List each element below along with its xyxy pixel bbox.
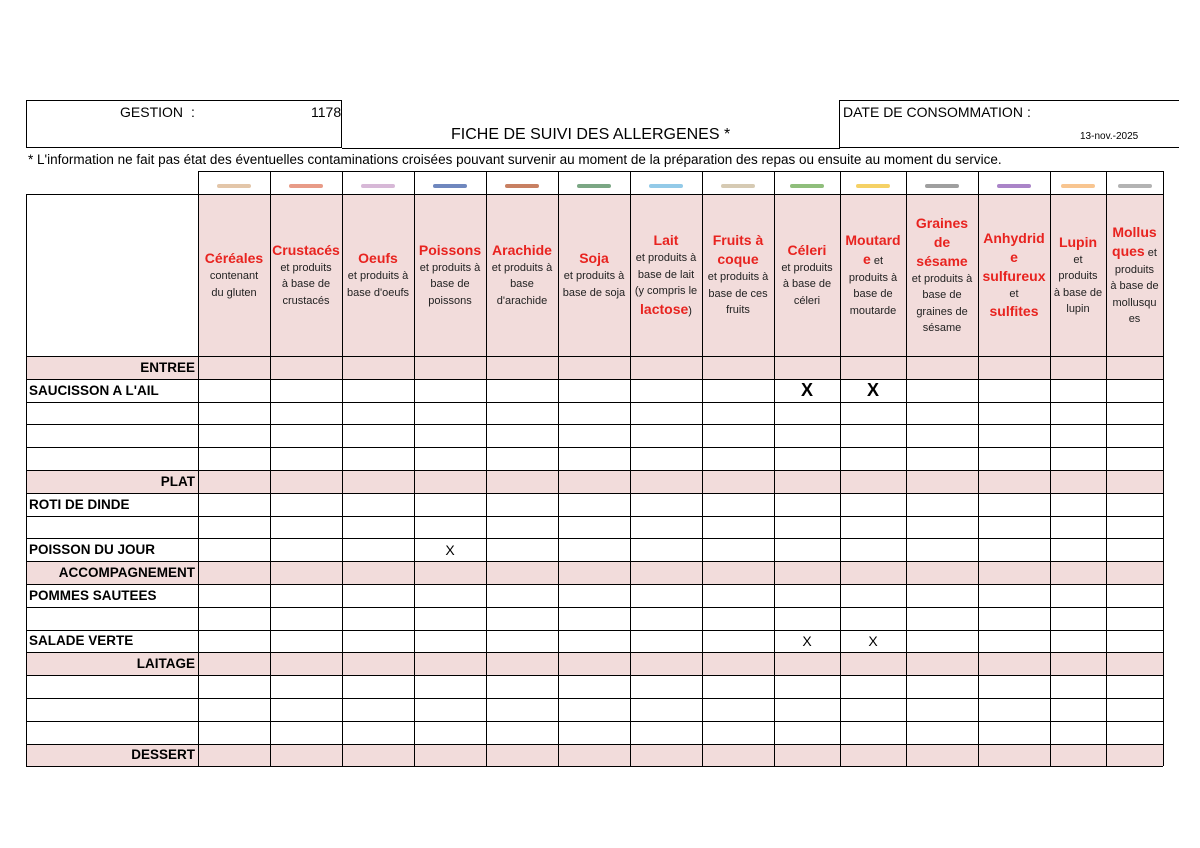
allergen-subtitle: base de lait bbox=[637, 268, 695, 281]
allergen-icon bbox=[361, 184, 395, 188]
allergen-title: Crustacés bbox=[272, 241, 340, 258]
allergen-mark: X bbox=[800, 379, 813, 400]
table-row-line bbox=[26, 516, 1163, 517]
allergen-icon bbox=[997, 184, 1031, 188]
allergen-header bbox=[559, 194, 629, 356]
allergen-subtitle: lupin bbox=[1066, 303, 1090, 315]
date-value: 13-nov.-2025 bbox=[1080, 131, 1139, 142]
allergen-icon bbox=[649, 184, 683, 188]
allergen-subtitle: céleri bbox=[793, 294, 821, 307]
allergen-header bbox=[415, 194, 485, 356]
allergen-subtitle: (y compris le bbox=[634, 285, 698, 297]
table-row-line bbox=[26, 721, 1163, 722]
allergen-subtitle: et produits bbox=[781, 261, 833, 274]
allergen-title: Graines de sésame bbox=[915, 214, 969, 269]
allergen-icon bbox=[856, 184, 890, 188]
allergen-subtitle: et produits bbox=[280, 261, 332, 274]
category-label: ENTREE bbox=[140, 359, 195, 375]
allergen-icon bbox=[217, 184, 251, 188]
allergen-extra-line bbox=[989, 302, 1038, 322]
date-label: DATE DE CONSOMMATION bbox=[843, 104, 1023, 120]
allergen-icon bbox=[790, 184, 824, 188]
allergen-title: Céréales bbox=[204, 250, 264, 266]
allergen-title: Arachide bbox=[492, 241, 552, 258]
gestion-separator: : bbox=[191, 104, 195, 120]
allergen-subtitle: produits bbox=[1114, 263, 1155, 276]
allergen-title: Céleri bbox=[787, 241, 827, 258]
allergen-subtitle: base d'oeufs bbox=[346, 286, 410, 299]
allergen-header bbox=[631, 194, 701, 356]
page-title: FICHE DE SUIVI DES ALLERGENES * bbox=[451, 126, 731, 143]
allergen-subtitle: base de soja bbox=[562, 286, 626, 299]
gestion-label: GESTION bbox=[120, 104, 184, 120]
allergen-header bbox=[907, 194, 977, 356]
allergen-title: Lupin bbox=[1058, 233, 1098, 250]
allergen-mark: X bbox=[868, 632, 878, 649]
allergen-inline-text: et bbox=[870, 255, 884, 268]
allergen-subtitle: base de bbox=[853, 288, 893, 301]
allergen-subtitle: contenant bbox=[209, 270, 259, 282]
allergen-title: Oeufs bbox=[358, 250, 398, 266]
allergen-subtitle: moutarde bbox=[849, 304, 897, 317]
allergen-title: Fruits à coque bbox=[712, 232, 764, 268]
allergen-subtitle: du gluten bbox=[211, 286, 257, 299]
allergen-icon bbox=[721, 184, 755, 188]
allergen-subtitle: graines de bbox=[916, 305, 968, 318]
table-col-line bbox=[1163, 171, 1164, 766]
allergen-subtitle: es bbox=[1128, 313, 1141, 325]
allergen-subtitle: produits à bbox=[848, 271, 898, 284]
allergen-title: Lait bbox=[653, 232, 679, 248]
allergen-subtitle: à base de bbox=[1110, 280, 1159, 292]
allergen-icon bbox=[433, 184, 467, 188]
allergen-subtitle: d'arachide bbox=[496, 294, 548, 307]
allergen-extra-tail: ) bbox=[688, 304, 692, 317]
allergen-mark: X bbox=[802, 632, 812, 649]
allergen-mark: X bbox=[445, 541, 455, 558]
allergen-subtitle: et produits à bbox=[635, 252, 697, 264]
allergen-subtitle: et produits à bbox=[911, 272, 973, 285]
allergen-title-line bbox=[841, 231, 905, 270]
category-label: ACCOMPAGNEMENT bbox=[58, 565, 195, 581]
category-label: PLAT bbox=[160, 473, 195, 489]
dish-label: POMMES SAUTEES bbox=[29, 587, 157, 603]
allergen-title: Anhydrid e sulfureux bbox=[982, 229, 1046, 284]
table-row-line bbox=[26, 766, 1163, 767]
dish-label: SAUCISSON A L'AIL bbox=[29, 382, 159, 398]
allergen-subtitle: à base de bbox=[1053, 286, 1103, 299]
allergen-subtitle: mollusqu bbox=[1112, 296, 1157, 309]
dish-label: SALADE VERTE bbox=[29, 633, 134, 649]
table-row-line bbox=[26, 447, 1163, 448]
allergen-title: Soja bbox=[579, 250, 609, 266]
category-label: DESSERT bbox=[131, 747, 195, 763]
allergen-subtitle: base de bbox=[922, 289, 962, 301]
allergen-subtitle: et produits à bbox=[491, 261, 553, 274]
allergen-icon bbox=[505, 184, 539, 188]
allergen-title: Moutard e bbox=[845, 231, 901, 268]
dish-label: POISSON DU JOUR bbox=[29, 542, 156, 558]
disclaimer-note: * L'information ne fait pas état des éventuelles contaminations croisées pouvant survenir au moment de la préparation des repas ou ensuite au moment du service. bbox=[28, 152, 1002, 167]
table-row-line bbox=[26, 402, 1163, 403]
table-row-line bbox=[26, 675, 1163, 676]
allergen-header bbox=[841, 194, 905, 356]
allergen-title: Mollus ques bbox=[1112, 223, 1157, 259]
allergen-subtitle: crustacés bbox=[282, 294, 330, 307]
allergen-header bbox=[1107, 194, 1162, 356]
allergen-header bbox=[271, 194, 341, 356]
allergen-icon bbox=[1061, 184, 1095, 188]
table-row-line bbox=[26, 607, 1163, 608]
allergen-subtitle: base de ces bbox=[708, 287, 768, 300]
allergen-subtitle: sésame bbox=[922, 322, 962, 334]
allergen-title: Poissons bbox=[418, 241, 482, 258]
allergen-header bbox=[1051, 194, 1105, 356]
allergen-subtitle: et bbox=[1073, 253, 1083, 266]
allergen-icon bbox=[1118, 184, 1152, 188]
allergen-header bbox=[979, 194, 1049, 356]
allergen-header bbox=[703, 194, 773, 356]
allergen-header bbox=[487, 194, 557, 356]
category-label: LAITAGE bbox=[136, 656, 195, 672]
allergen-extra-red: sulfites bbox=[989, 303, 1039, 319]
allergen-subtitle: et produits à bbox=[419, 261, 481, 274]
allergen-subtitle: poissons bbox=[428, 294, 472, 307]
allergen-subtitle: et bbox=[1009, 287, 1019, 300]
allergen-mark: X bbox=[866, 379, 879, 400]
allergen-subtitle: et produits à bbox=[563, 270, 625, 282]
allergen-subtitle: et produits à bbox=[707, 271, 769, 284]
allergen-subtitle: base bbox=[510, 278, 534, 291]
allergen-icon bbox=[925, 184, 959, 188]
date-separator: : bbox=[1027, 104, 1031, 120]
gestion-value: 1178 bbox=[311, 104, 342, 120]
noms-des-plats-header bbox=[26, 194, 198, 356]
allergen-subtitle: et produits à bbox=[347, 270, 409, 282]
allergen-title-line bbox=[1107, 223, 1162, 262]
allergen-subtitle: base de bbox=[430, 278, 470, 291]
table-row-line bbox=[26, 698, 1163, 699]
allergen-subtitle: à base de bbox=[281, 278, 331, 291]
allergen-header bbox=[775, 194, 839, 356]
allergen-header bbox=[199, 194, 269, 356]
allergen-subtitle: fruits bbox=[726, 304, 750, 317]
allergen-subtitle: à base de bbox=[782, 278, 832, 291]
allergen-icon bbox=[289, 184, 323, 188]
allergen-inline-text: et bbox=[1144, 247, 1157, 259]
allergen-header bbox=[343, 194, 413, 356]
allergen-extra-line bbox=[640, 300, 692, 320]
allergen-extra-red: lactose bbox=[640, 300, 689, 317]
allergen-subtitle: produits bbox=[1058, 270, 1098, 282]
table-row-line bbox=[26, 424, 1163, 425]
dish-label: ROTI DE DINDE bbox=[29, 496, 130, 512]
allergen-icon bbox=[577, 184, 611, 188]
